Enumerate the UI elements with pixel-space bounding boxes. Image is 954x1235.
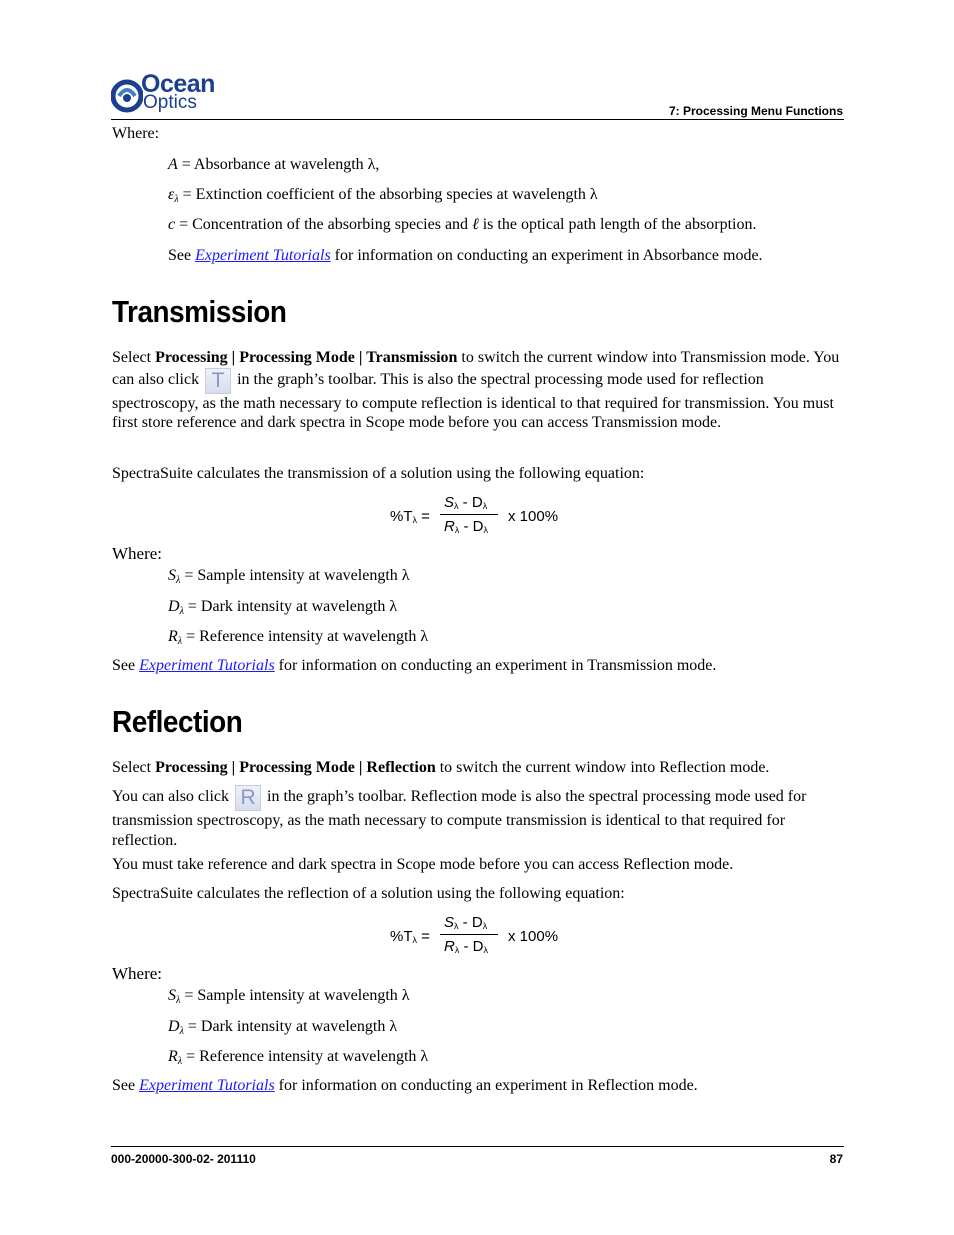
footer-divider [111, 1146, 844, 1147]
eq-var: R [444, 518, 455, 535]
eq-text: - D [459, 938, 484, 955]
text: to switch the current window into Transmission mode. You can also click [112, 349, 840, 388]
definition-reference [168, 1047, 428, 1071]
experiment-tutorials-link[interactable]: Experiment Tutorials [139, 657, 275, 674]
menu-path: Processing | Processing Mode | Transmission [155, 349, 458, 366]
definition-text: = Reference intensity at wavelength λ [182, 628, 429, 645]
text: You can also click [112, 788, 234, 805]
eq-denominator [444, 938, 488, 955]
var-sub: λ [174, 194, 179, 205]
text: in the graph’s toolbar. This is also the spectral processing mode used for reflection spectroscopy, as the math necessary to compute reflection is identical to that required for transmission. You must first store reference and dark spectra in Scope mode before you can access Transmission mode. [112, 370, 834, 431]
definition-text: = Extinction coefficient of the absorbing species at wavelength λ [178, 186, 598, 203]
see-transmission-line [112, 656, 716, 675]
var-sub: λ [177, 636, 183, 647]
reflection-equation [390, 914, 570, 960]
text: Select [112, 759, 156, 776]
where-label: Where: [112, 964, 163, 983]
definition-text: = Dark intensity at wavelength λ [183, 598, 398, 615]
transmission-toolbar-icon: T [205, 368, 231, 394]
transmission-paragraph-1 [112, 348, 847, 433]
header-section-title: 7: Processing Menu Functions [668, 104, 843, 118]
footer-page-number: 87 [829, 1152, 843, 1166]
reflection-paragraph-3: SpectraSuite calculates the reflection of a solution using the following equation: [112, 885, 625, 902]
reflection-paragraph-1 [112, 758, 769, 777]
eq-lhs-text: %T [390, 508, 413, 525]
eq-sub: λ [454, 945, 460, 955]
see-reflection-line [112, 1076, 698, 1095]
eq-multiplier: x 100% [508, 928, 559, 945]
definition-reference [168, 627, 428, 651]
var-sub: λ [177, 1056, 183, 1067]
var-l: ℓ [472, 216, 479, 233]
eq-sub: λ [483, 945, 489, 955]
eq-multiplier: x 100% [508, 508, 559, 525]
definition-text: = Reference intensity at wavelength λ [182, 1048, 429, 1065]
var-epsilon: ε [168, 186, 175, 203]
var-c: c [168, 216, 176, 233]
definition-text: = Absorbance at wavelength λ, [177, 156, 380, 173]
see-suffix: for information on conducting an experiment in Transmission mode. [274, 657, 717, 674]
eq-sub: λ [454, 501, 459, 511]
eq-sub: λ [454, 921, 459, 931]
see-suffix: for information on conducting an experiment in Absorbance mode. [330, 247, 763, 264]
experiment-tutorials-link[interactable]: Experiment Tutorials [139, 1077, 275, 1094]
eq-denominator [444, 518, 488, 535]
var-d: D [168, 598, 180, 615]
reflection-paragraph-2: You must take reference and dark spectra in Scope mode before you can access Reflection mode. [112, 856, 734, 873]
where-label: Where: [112, 125, 160, 142]
see-prefix: See [112, 657, 140, 674]
definition-text: = Sample intensity at wavelength λ [180, 567, 410, 584]
logo-text-ocean: Ocean [141, 70, 215, 98]
var-sub: λ [179, 1026, 184, 1037]
definition-text: = Concentration of the absorbing species and [175, 216, 473, 233]
eq-lhs: $\%T_\lambda$ = [390, 928, 430, 945]
reflection-paragraph-1b [112, 785, 842, 850]
definition-dark [168, 597, 397, 621]
see-absorbance-line [168, 246, 763, 265]
eq-fraction-bar [440, 934, 498, 935]
definition-dark [168, 1017, 397, 1041]
definition-text: = Sample intensity at wavelength λ [180, 987, 410, 1004]
definition-text: = Dark intensity at wavelength λ [183, 1018, 398, 1035]
eq-lhs: $\%T_\lambda$ = [390, 508, 430, 525]
eq-sub: λ [482, 921, 488, 931]
var-sub: λ [176, 995, 181, 1006]
var-d: D [168, 1018, 180, 1035]
text: to switch the current window into Reflection mode. [435, 759, 770, 776]
eq-numerator [444, 494, 487, 511]
eq-sub: λ [412, 515, 417, 525]
var-sub: λ [176, 575, 181, 586]
var-a: A [168, 156, 178, 173]
see-prefix: See [168, 247, 196, 264]
var-sub: λ [179, 606, 184, 617]
ocean-optics-logo [111, 72, 231, 116]
menu-path: Processing | Processing Mode | Reflection [155, 759, 436, 776]
footer-doc-number: 000-20000-300-02- 201110 [111, 1152, 256, 1166]
eq-sub: λ [482, 501, 488, 511]
eq-var: S [444, 494, 455, 511]
definition-extinction [168, 185, 598, 209]
definition-text: is the optical path length of the absorption. [478, 216, 757, 233]
var-s: S [168, 567, 176, 584]
transmission-equation [390, 494, 570, 540]
eq-var: R [444, 938, 455, 955]
header-divider [111, 119, 844, 120]
eq-numerator [444, 914, 487, 931]
var-r: R [168, 628, 178, 645]
definition-sample [168, 566, 410, 590]
eq-text: - D [458, 914, 483, 931]
eq-text: - D [459, 518, 484, 535]
eq-sub: λ [483, 525, 489, 535]
definition-absorbance [168, 155, 379, 174]
var-s: S [168, 987, 176, 1004]
where-label: Where: [112, 544, 163, 563]
eq-sub: λ [454, 525, 460, 535]
see-prefix: See [112, 1077, 140, 1094]
experiment-tutorials-link[interactable]: Experiment Tutorials [195, 247, 331, 264]
text: Select [112, 349, 156, 366]
eq-var: S [444, 914, 455, 931]
eq-sub: λ [412, 935, 417, 945]
eq-fraction-bar [440, 514, 498, 515]
heading-reflection: Reflection [112, 704, 243, 739]
heading-transmission: Transmission [112, 294, 287, 329]
definition-sample [168, 986, 410, 1010]
transmission-paragraph-2: SpectraSuite calculates the transmission of a solution using the following equation: [112, 465, 645, 482]
var-r: R [168, 1048, 178, 1065]
eq-text: - D [458, 494, 483, 511]
logo-text-optics: Optics [143, 92, 197, 113]
logo-swirl-icon [111, 74, 143, 116]
reflection-toolbar-icon: R [235, 785, 261, 811]
see-suffix: for information on conducting an experiment in Reflection mode. [274, 1077, 698, 1094]
definition-concentration [168, 215, 756, 234]
eq-lhs-text: %T [390, 928, 413, 945]
text: in the graph’s toolbar. Reflection mode is also the spectral processing mode used for transmission spectroscopy, as the math necessary to compute transmission is identical to that required for reflection. [112, 788, 807, 849]
